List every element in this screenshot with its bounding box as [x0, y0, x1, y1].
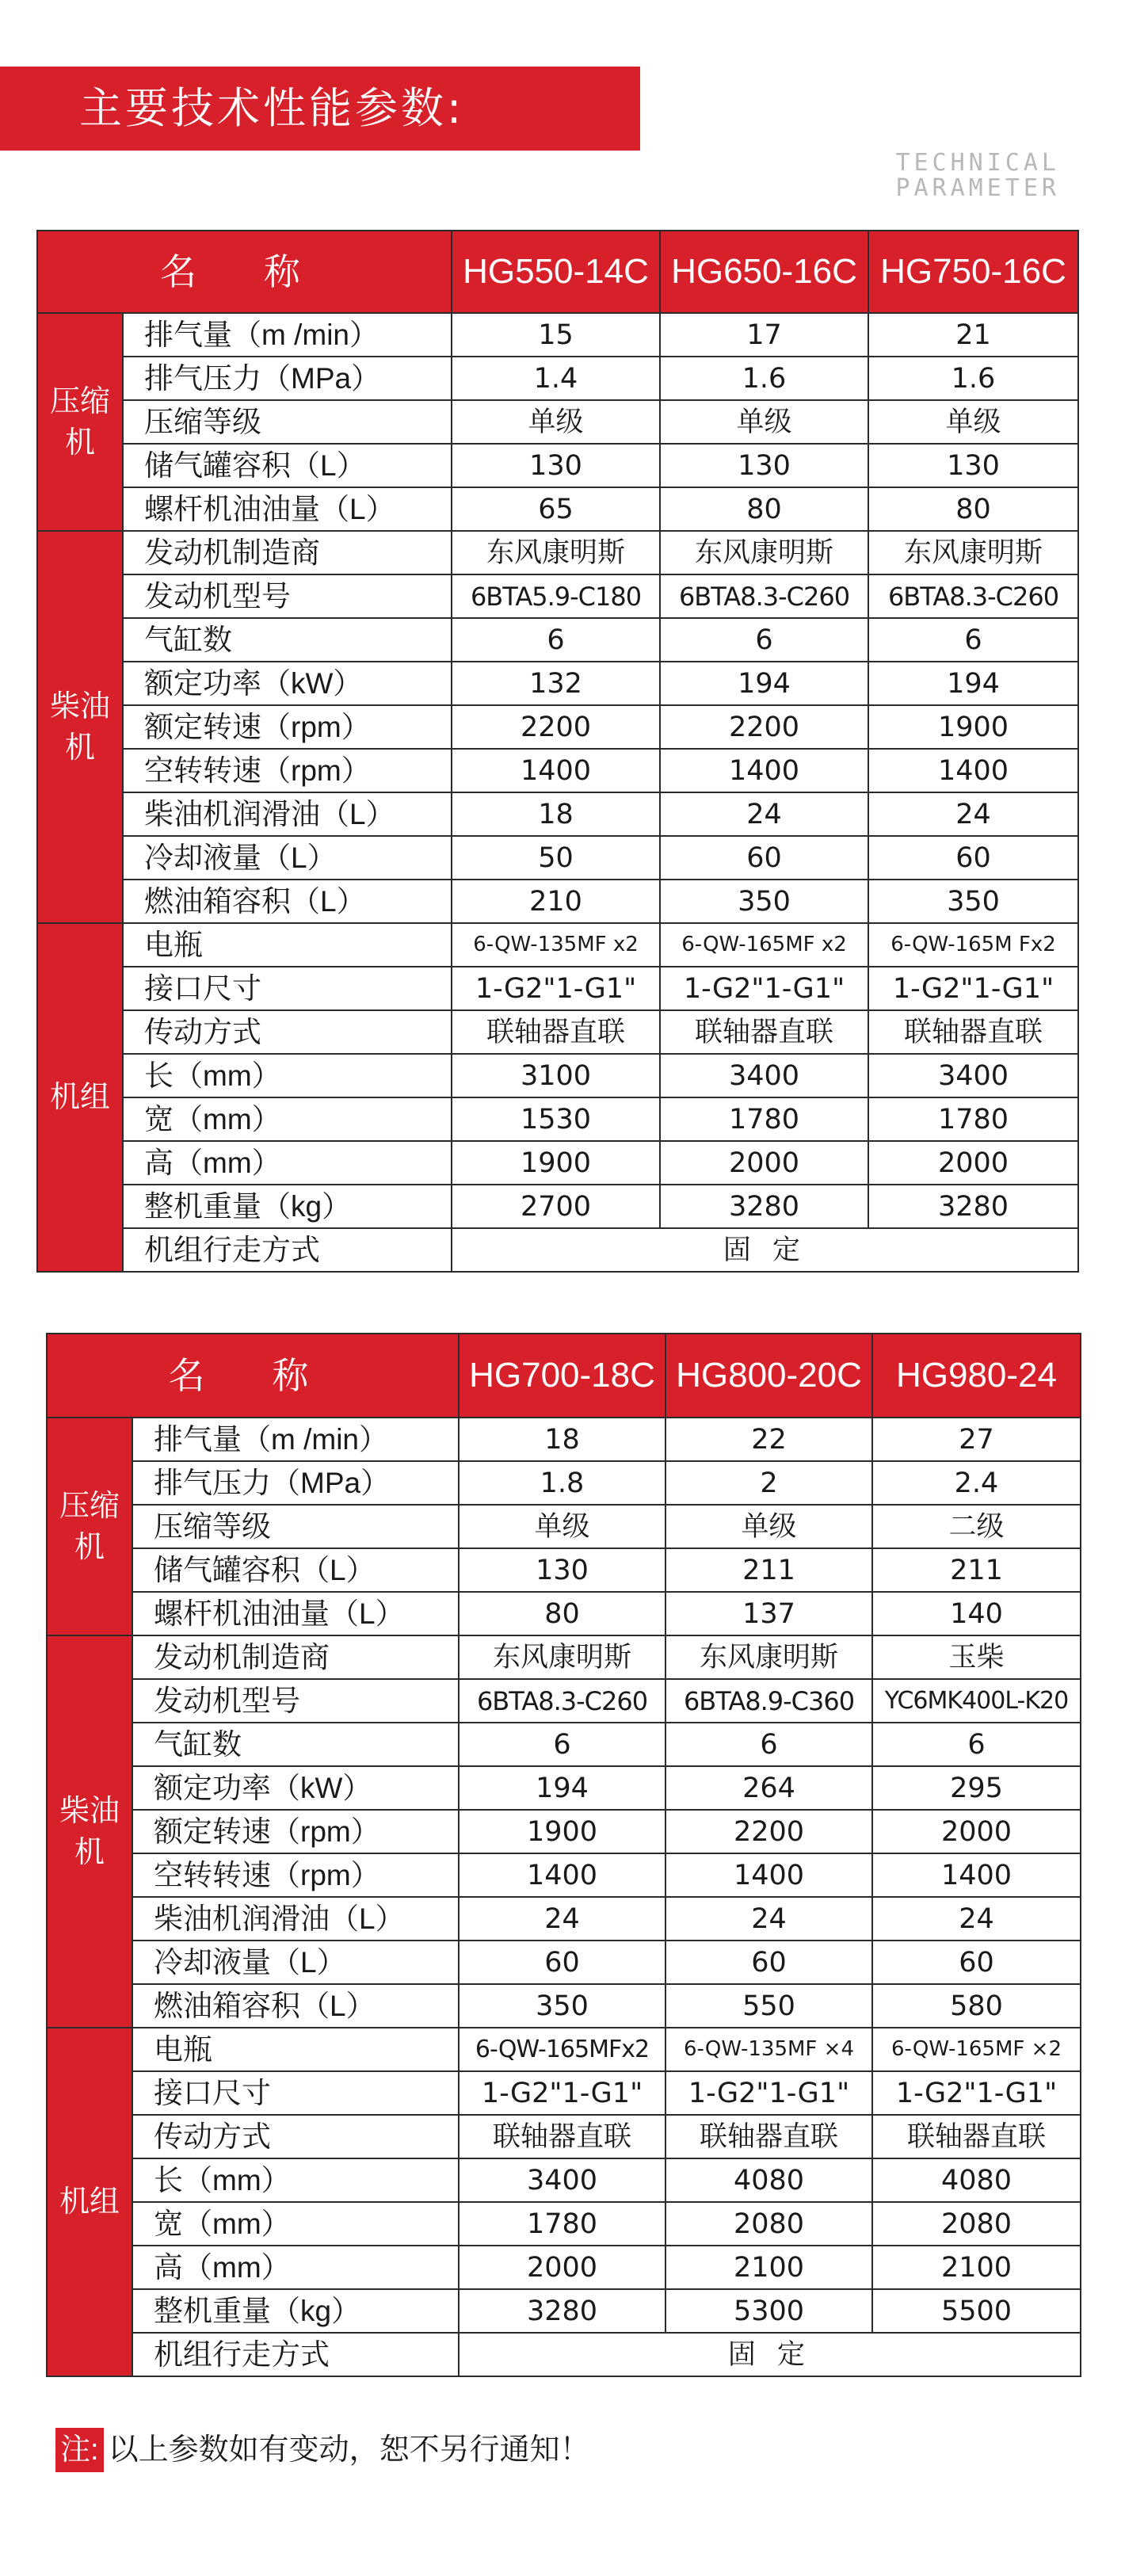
table-row	[37, 444, 1078, 487]
cell: 5500	[872, 2289, 1081, 2333]
row-label: 空转转速（rpm）	[132, 1853, 459, 1897]
cell: 联轴器直联	[868, 1010, 1078, 1054]
table-row	[37, 487, 1078, 531]
cell: 3400	[660, 1054, 868, 1097]
cell: 6	[660, 618, 868, 662]
row-label: 燃油箱容积（L）	[132, 1984, 459, 2028]
table-row	[47, 2028, 1081, 2071]
english-subtitle	[870, 151, 1060, 201]
cell: 6	[459, 1723, 665, 1766]
cell: 联轴器直联	[452, 1010, 660, 1054]
cell: 2100	[872, 2246, 1081, 2289]
cell: 联轴器直联	[660, 1010, 868, 1054]
row-label: 机组行走方式	[123, 1228, 452, 1272]
spec-table-2	[46, 1333, 1081, 2377]
group-label-compressor: 压缩机	[47, 1418, 132, 1635]
cell: 1-G2"1-G1"	[452, 967, 660, 1010]
cell: 2080	[872, 2202, 1081, 2246]
table-row	[47, 1418, 1081, 1461]
cell: 132	[452, 662, 660, 705]
cell: 3280	[868, 1185, 1078, 1228]
cell: 194	[868, 662, 1078, 705]
cell: 二级	[872, 1505, 1081, 1548]
table-row	[37, 531, 1078, 574]
row-label: 传动方式	[123, 1010, 452, 1054]
row-label: 储气罐容积（L）	[132, 1548, 459, 1592]
cell: 1400	[660, 749, 868, 792]
cell: 1.4	[452, 357, 660, 400]
cell: 80	[868, 487, 1078, 531]
row-label: 柴油机润滑油（L）	[123, 792, 452, 836]
row-label: 长（mm）	[132, 2158, 459, 2202]
table-row	[47, 1766, 1081, 1810]
row-label: 发动机型号	[123, 574, 452, 618]
cell: 130	[452, 444, 660, 487]
cell: 350	[459, 1984, 665, 2028]
row-label: 排气压力（MPa）	[132, 1461, 459, 1505]
cell: 350	[660, 880, 868, 923]
model-header: HG700-18C	[459, 1334, 665, 1418]
row-label: 接口尺寸	[132, 2071, 459, 2115]
cell: 东风康明斯	[660, 531, 868, 574]
row-label: 电瓶	[132, 2028, 459, 2071]
cell: 6-QW-165MFx2	[459, 2028, 665, 2071]
table-row	[47, 1635, 1081, 1679]
cell: 2.4	[872, 1461, 1081, 1505]
row-label: 接口尺寸	[123, 967, 452, 1010]
row-label: 冷却液量（L）	[123, 836, 452, 880]
english-subtitle-line2: PARAMETER	[895, 174, 1060, 202]
row-label: 排气量（m /min）	[123, 313, 452, 357]
cell: 130	[660, 444, 868, 487]
cell: 单级	[665, 1505, 872, 1548]
table-row	[47, 2202, 1081, 2246]
merged-cell: 固 定	[459, 2333, 1081, 2376]
cell: 6-QW-135MF ×4	[665, 2028, 872, 2071]
cell: 东风康明斯	[459, 1635, 665, 1679]
cell: 17	[660, 313, 868, 357]
table-row	[37, 792, 1078, 836]
cell: 24	[660, 792, 868, 836]
row-label: 冷却液量（L）	[132, 1941, 459, 1984]
cell: 6BTA8.3-C260	[868, 574, 1078, 618]
cell: 2000	[868, 1141, 1078, 1185]
cell: 137	[665, 1592, 872, 1635]
cell: 2000	[872, 1810, 1081, 1853]
cell: 6BTA8.9-C360	[665, 1679, 872, 1723]
cell: 2100	[665, 2246, 872, 2289]
cell: 6	[868, 618, 1078, 662]
cell: 2000	[459, 2246, 665, 2289]
table-row	[37, 967, 1078, 1010]
cell: 6-QW-165M Fx2	[868, 923, 1078, 967]
model-header: HG550-14C	[452, 231, 660, 313]
cell: 130	[459, 1548, 665, 1592]
table-row	[47, 1853, 1081, 1897]
table-row	[37, 923, 1078, 967]
name-header: 名 称	[47, 1334, 459, 1418]
cell: 1530	[452, 1097, 660, 1141]
table-row	[47, 1461, 1081, 1505]
cell: 18	[452, 792, 660, 836]
row-label: 气缸数	[123, 618, 452, 662]
table-row	[37, 400, 1078, 444]
footnote-text: 以上参数如有变动，恕不另行通知！	[108, 2433, 590, 2467]
table-row	[37, 662, 1078, 705]
row-label: 传动方式	[132, 2115, 459, 2158]
cell: 1-G2"1-G1"	[868, 967, 1078, 1010]
cell: 4080	[665, 2158, 872, 2202]
row-label: 高（mm）	[123, 1141, 452, 1185]
table-row	[37, 749, 1078, 792]
cell: 210	[452, 880, 660, 923]
table-row	[47, 1723, 1081, 1766]
table-row	[37, 1054, 1078, 1097]
cell: 1-G2"1-G1"	[660, 967, 868, 1010]
table-row	[47, 2246, 1081, 2289]
group-label-unit: 机组	[47, 2028, 132, 2376]
cell: 1-G2"1-G1"	[665, 2071, 872, 2115]
cell: 50	[452, 836, 660, 880]
table-row	[37, 1010, 1078, 1054]
row-label: 高（mm）	[132, 2246, 459, 2289]
cell: 60	[872, 1941, 1081, 1984]
cell: 1-G2"1-G1"	[872, 2071, 1081, 2115]
table-row	[37, 880, 1078, 923]
group-label-diesel-engine: 柴油机	[47, 1635, 132, 2028]
row-label: 额定功率（kW）	[132, 1766, 459, 1810]
row-label: 排气量（m /min）	[132, 1418, 459, 1461]
cell: 24	[868, 792, 1078, 836]
cell: 6BTA5.9-C180	[452, 574, 660, 618]
cell: 6	[665, 1723, 872, 1766]
table-row	[47, 2115, 1081, 2158]
cell: 1.6	[660, 357, 868, 400]
row-label: 整机重量（kg）	[132, 2289, 459, 2333]
cell: 6BTA8.3-C260	[459, 1679, 665, 1723]
cell: 2000	[660, 1141, 868, 1185]
table-row	[37, 836, 1078, 880]
spec-table-1	[36, 230, 1079, 1273]
cell: 194	[660, 662, 868, 705]
header-row	[37, 231, 1078, 313]
model-header: HG750-16C	[868, 231, 1078, 313]
cell: 21	[868, 313, 1078, 357]
cell: 211	[872, 1548, 1081, 1592]
cell: 15	[452, 313, 660, 357]
row-label: 压缩等级	[132, 1505, 459, 1548]
cell: 60	[660, 836, 868, 880]
cell: 2080	[665, 2202, 872, 2246]
cell: 1900	[868, 705, 1078, 749]
cell: 264	[665, 1766, 872, 1810]
cell: 18	[459, 1418, 665, 1461]
cell: 1780	[868, 1097, 1078, 1141]
row-label: 额定转速（rpm）	[132, 1810, 459, 1853]
table-row	[37, 357, 1078, 400]
cell: 1780	[459, 2202, 665, 2246]
cell: 3280	[459, 2289, 665, 2333]
cell: 2200	[665, 1810, 872, 1853]
cell: 3100	[452, 1054, 660, 1097]
cell: 1.6	[868, 357, 1078, 400]
group-label-diesel-engine: 柴油机	[37, 531, 123, 923]
table-row	[37, 574, 1078, 618]
english-subtitle-line1: TECHNICAL	[895, 149, 1060, 177]
cell: 6-QW-165MF x2	[660, 923, 868, 967]
cell: 194	[459, 1766, 665, 1810]
table-row	[47, 2158, 1081, 2202]
table-row	[47, 1505, 1081, 1548]
cell: 1400	[868, 749, 1078, 792]
cell: 22	[665, 1418, 872, 1461]
cell: 联轴器直联	[872, 2115, 1081, 2158]
row-label: 燃油箱容积（L）	[123, 880, 452, 923]
cell: 5300	[665, 2289, 872, 2333]
cell: 3280	[660, 1185, 868, 1228]
cell: 1400	[452, 749, 660, 792]
cell: 60	[868, 836, 1078, 880]
model-header: HG980-24	[872, 1334, 1081, 1418]
row-label: 长（mm）	[123, 1054, 452, 1097]
cell: 联轴器直联	[665, 2115, 872, 2158]
table-row	[37, 1097, 1078, 1141]
cell: 27	[872, 1418, 1081, 1461]
cell: 6	[452, 618, 660, 662]
row-label: 额定功率（kW）	[123, 662, 452, 705]
footnote-tag: 注:	[55, 2428, 104, 2472]
row-label: 排气压力（MPa）	[123, 357, 452, 400]
cell: 单级	[660, 400, 868, 444]
cell: 65	[452, 487, 660, 531]
cell: 1900	[459, 1810, 665, 1853]
row-label: 螺杆机油油量（L）	[123, 487, 452, 531]
table-row	[47, 1897, 1081, 1941]
table-row	[37, 618, 1078, 662]
row-label: 发动机制造商	[132, 1635, 459, 1679]
cell: 80	[459, 1592, 665, 1635]
cell: 2	[665, 1461, 872, 1505]
cell: YC6MK400L-K20	[872, 1679, 1081, 1723]
table-row	[47, 2071, 1081, 2115]
page-title: 主要技术性能参数:	[79, 83, 465, 133]
cell: 6BTA8.3-C260	[660, 574, 868, 618]
table-row	[37, 1228, 1078, 1272]
cell: 单级	[452, 400, 660, 444]
row-label: 宽（mm）	[123, 1097, 452, 1141]
table-row	[37, 705, 1078, 749]
row-label: 空转转速（rpm）	[123, 749, 452, 792]
cell: 80	[660, 487, 868, 531]
cell: 6-QW-165MF ×2	[872, 2028, 1081, 2071]
cell: 东风康明斯	[665, 1635, 872, 1679]
cell: 295	[872, 1766, 1081, 1810]
name-header: 名 称	[37, 231, 452, 313]
cell: 6	[872, 1723, 1081, 1766]
table-row	[47, 1941, 1081, 1984]
cell: 2200	[660, 705, 868, 749]
cell: 24	[665, 1897, 872, 1941]
cell: 2700	[452, 1185, 660, 1228]
row-label: 气缸数	[132, 1723, 459, 1766]
table-row	[47, 2289, 1081, 2333]
footnote	[55, 2428, 590, 2472]
merged-cell: 固 定	[452, 1228, 1078, 1272]
model-header: HG650-16C	[660, 231, 868, 313]
cell: 玉柴	[872, 1635, 1081, 1679]
cell: 130	[868, 444, 1078, 487]
row-label: 机组行走方式	[132, 2333, 459, 2376]
group-label-unit: 机组	[37, 923, 123, 1272]
cell: 60	[459, 1941, 665, 1984]
cell: 1400	[872, 1853, 1081, 1897]
row-label: 宽（mm）	[132, 2202, 459, 2246]
row-label: 电瓶	[123, 923, 452, 967]
cell: 4080	[872, 2158, 1081, 2202]
cell: 联轴器直联	[459, 2115, 665, 2158]
cell: 1400	[459, 1853, 665, 1897]
cell: 60	[665, 1941, 872, 1984]
cell: 东风康明斯	[868, 531, 1078, 574]
cell: 1400	[665, 1853, 872, 1897]
cell: 3400	[459, 2158, 665, 2202]
cell: 6-QW-135MF x2	[452, 923, 660, 967]
cell: 东风康明斯	[452, 531, 660, 574]
row-label: 整机重量（kg）	[123, 1185, 452, 1228]
cell: 1780	[660, 1097, 868, 1141]
header-row	[47, 1334, 1081, 1418]
row-label: 压缩等级	[123, 400, 452, 444]
cell: 1.8	[459, 1461, 665, 1505]
cell: 140	[872, 1592, 1081, 1635]
cell: 单级	[868, 400, 1078, 444]
row-label: 储气罐容积（L）	[123, 444, 452, 487]
cell: 350	[868, 880, 1078, 923]
cell: 24	[872, 1897, 1081, 1941]
row-label: 螺杆机油油量（L）	[132, 1592, 459, 1635]
cell: 3400	[868, 1054, 1078, 1097]
cell: 1-G2"1-G1"	[459, 2071, 665, 2115]
cell: 2200	[452, 705, 660, 749]
table-row	[47, 1679, 1081, 1723]
table-row	[37, 1185, 1078, 1228]
table-row	[47, 2333, 1081, 2376]
row-label: 发动机型号	[132, 1679, 459, 1723]
table-row	[37, 1141, 1078, 1185]
table-row	[47, 1548, 1081, 1592]
table-row	[47, 1592, 1081, 1635]
group-label-compressor: 压缩机	[37, 313, 123, 531]
cell: 211	[665, 1548, 872, 1592]
table-row	[47, 1810, 1081, 1853]
model-header: HG800-20C	[665, 1334, 872, 1418]
row-label: 柴油机润滑油（L）	[132, 1897, 459, 1941]
row-label: 发动机制造商	[123, 531, 452, 574]
cell: 单级	[459, 1505, 665, 1548]
cell: 24	[459, 1897, 665, 1941]
row-label: 额定转速（rpm）	[123, 705, 452, 749]
table-row	[37, 313, 1078, 357]
table-row	[47, 1984, 1081, 2028]
cell: 580	[872, 1984, 1081, 2028]
cell: 550	[665, 1984, 872, 2028]
cell: 1900	[452, 1141, 660, 1185]
